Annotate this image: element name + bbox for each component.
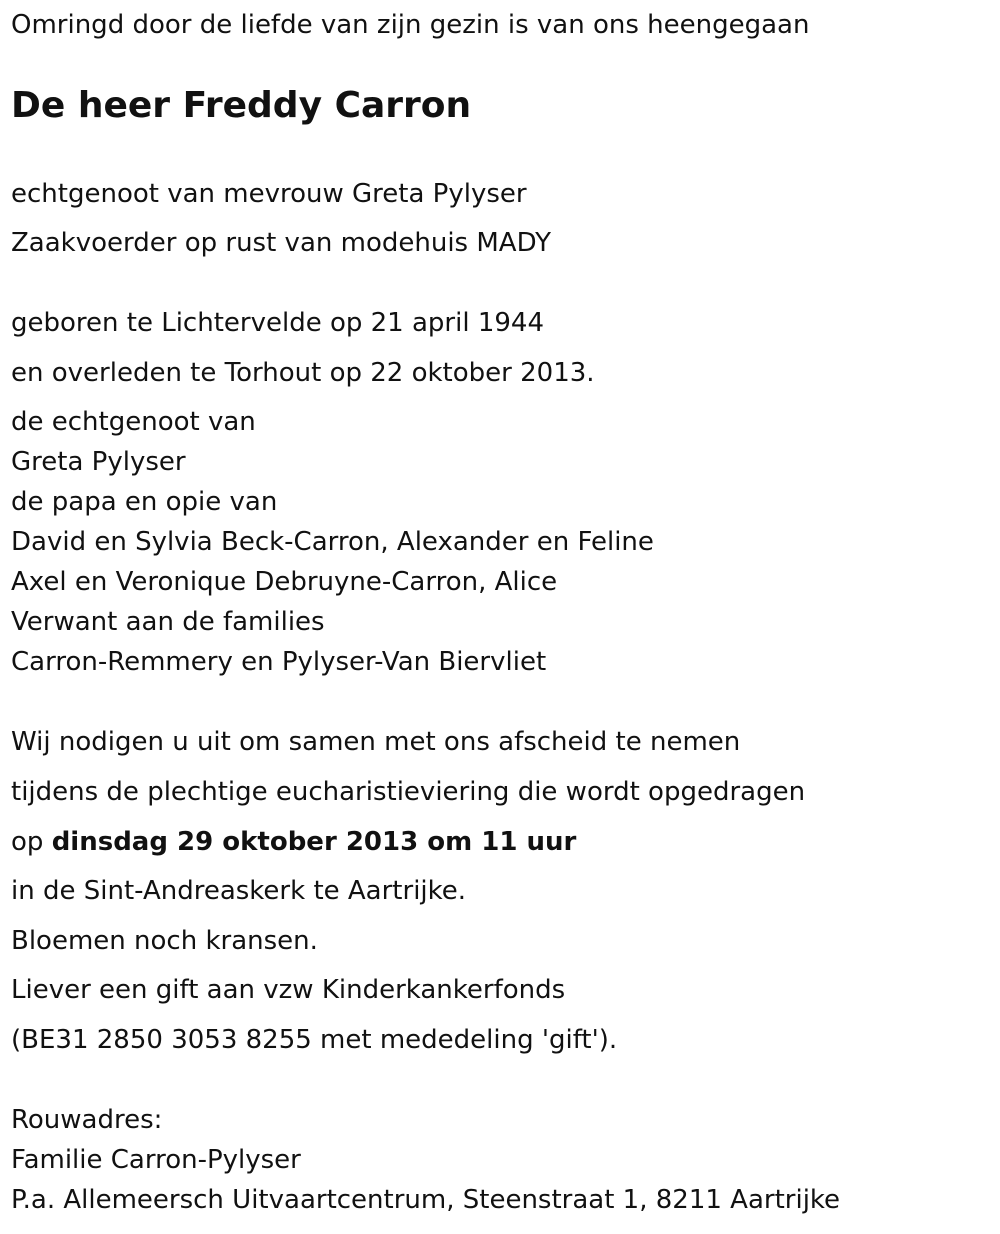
intro-text: Omringd door de liefde van zijn gezin is van ons heengegaan [11,10,810,40]
family-line: Carron-Remmery en Pylyser-Van Biervliet [11,647,547,677]
address-family: Familie Carron-Pylyser [11,1145,301,1175]
birth-line: geboren te Lichtervelde op 21 april 1944 [11,308,544,338]
invite-line: Wij nodigen u uit om samen met ons afscheid te nemen [11,727,741,757]
family-line: de echtgenoot van [11,407,256,437]
flowers-line: Bloemen noch kransen. [11,926,318,956]
death-line: en overleden te Torhout op 22 oktober 2013. [11,358,595,388]
ceremony-date: dinsdag 29 oktober 2013 om 11 uur [51,827,577,857]
family-line: Verwant aan de families [11,607,325,637]
profession-line: Zaakvoerder op rust van modehuis MADY [11,228,552,258]
deceased-name: De heer Freddy Carron [11,85,472,126]
gift-account-line: (BE31 2850 3053 8255 met mededeling 'gift'). [11,1025,618,1055]
location-line: in de Sint-Andreaskerk te Aartrijke. [11,876,467,906]
family-line: Axel en Veronique Debruyne-Carron, Alice [11,567,558,597]
family-line: David en Sylvia Beck-Carron, Alexander en Feline [11,527,654,557]
mass-line: tijdens de plechtige eucharistieviering die wordt opgedragen [11,777,806,807]
address-label: Rouwadres: [11,1105,163,1135]
address-street: P.a. Allemeersch Uitvaartcentrum, Steenstraat 1, 8211 Aartrijke [11,1185,841,1215]
date-prefix: op [11,827,44,857]
spouse-line: echtgenoot van mevrouw Greta Pylyser [11,179,527,209]
gift-line: Liever een gift aan vzw Kinderkankerfonds [11,975,566,1005]
ceremony-date-line [11,822,576,862]
family-line: de papa en opie van [11,487,278,517]
family-line: Greta Pylyser [11,447,186,477]
